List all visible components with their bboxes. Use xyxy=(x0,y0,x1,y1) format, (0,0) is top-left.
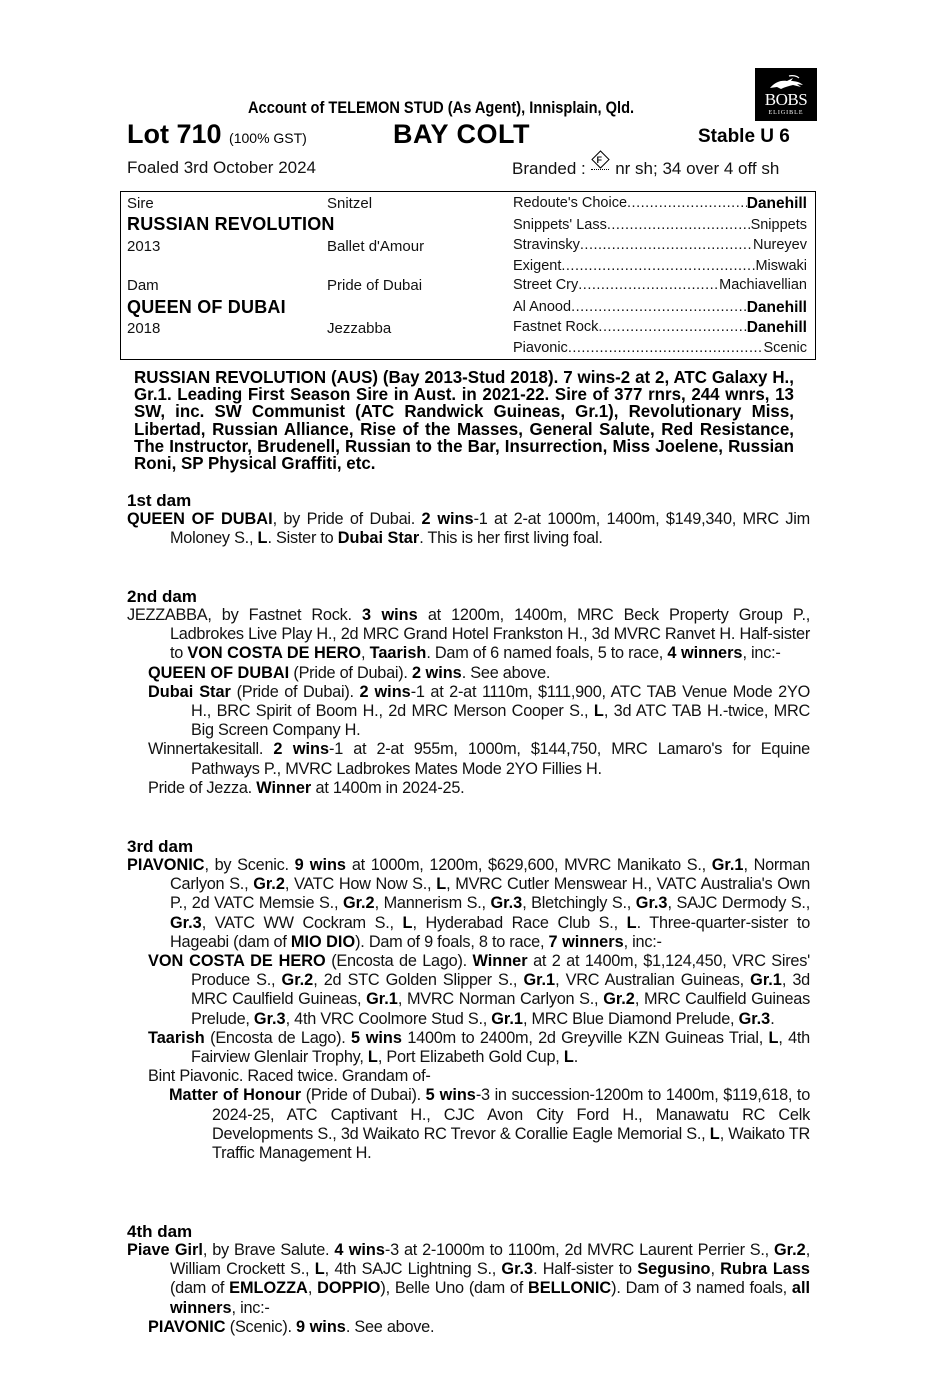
bold-text: L xyxy=(768,1028,779,1047)
bold-text: Gr.1 xyxy=(366,990,398,1009)
text: , xyxy=(307,1279,318,1298)
text: Winnertakesitall. xyxy=(148,740,274,759)
gg-sire: Al Anood xyxy=(513,299,572,315)
sire-name: RUSSIAN REVOLUTION xyxy=(127,214,335,234)
great-grandparent-row xyxy=(513,319,807,337)
bold-text: Winner xyxy=(472,952,528,971)
bold-text: 9 wins xyxy=(296,1317,346,1336)
dam-label: Dam xyxy=(127,277,159,294)
first-dam-section xyxy=(127,491,810,548)
text: -1 at 2-at 1000m, 1400m, $149,340, MRC Jim Moloney S., xyxy=(170,510,810,548)
bold-text: Gr.3 xyxy=(738,1009,771,1028)
text: , MRC Caulfield Guineas Prelude, xyxy=(191,990,811,1028)
bold-text: 5 wins xyxy=(350,1028,402,1047)
text: , by Pride of Dubai. xyxy=(272,510,422,528)
sire-sire: Snitzel xyxy=(327,195,373,212)
stable-location: Stable U 6 xyxy=(698,126,790,147)
logo-text-eligible: ELIGIBLE xyxy=(768,110,804,116)
bold-text: Segusino xyxy=(637,1260,711,1279)
great-grandparent-row xyxy=(513,237,807,253)
bold-text: 5 wins xyxy=(425,1086,476,1105)
section-body xyxy=(127,856,810,1163)
text: . See above. xyxy=(461,663,551,682)
text: , Waikato TR Traffic Management H. xyxy=(212,1124,810,1163)
section-title: 3rd dam xyxy=(127,837,194,856)
bold-text: Gr.1 xyxy=(523,971,556,990)
bold-text: Gr.3 xyxy=(490,894,523,913)
bold-text: L xyxy=(367,1048,378,1067)
text: . xyxy=(770,1009,775,1028)
text: . This is her first living foal. xyxy=(419,529,603,548)
bold-text: Gr.1 xyxy=(750,971,782,990)
text: , 4th VRC Coolmore Stud S., xyxy=(285,1009,492,1028)
bold-text: L xyxy=(314,1260,325,1279)
text: , 4th Fairview Glenlair Trophy, xyxy=(191,1028,810,1067)
section-title: 2nd dam xyxy=(127,587,197,606)
sire-dam: Ballet d'Amour xyxy=(327,238,425,255)
text: at 1400m in 2024-25. xyxy=(311,778,465,797)
text: , inc:- xyxy=(623,932,662,951)
gst-note: (100% GST) xyxy=(229,130,307,146)
vendor-account: Account of TELEMON STUD (As Agent), Innisplain, Qld. xyxy=(248,98,635,117)
text: . See above. xyxy=(345,1317,435,1336)
text: , Bletchingly S., xyxy=(522,894,636,913)
text: 1400m to 2400m, 2d Greyville KZN Guineas Trial, xyxy=(401,1028,769,1047)
great-grandparent-row xyxy=(513,217,807,233)
bold-text: Winner xyxy=(256,778,312,797)
bold-text: Gr.1 xyxy=(711,856,744,874)
great-grandparent-row xyxy=(513,258,807,274)
text: (Pride of Dubai). xyxy=(301,1086,426,1105)
gg-damsire: Danehill xyxy=(746,195,807,212)
text: . Half-sister to xyxy=(533,1260,638,1279)
text: . xyxy=(573,1048,579,1067)
text: (dam of xyxy=(170,1279,230,1298)
fourth-dam-section xyxy=(127,1222,810,1337)
pedigree-entry xyxy=(127,952,810,1029)
pedigree-entry xyxy=(127,664,810,683)
gg-sire: Exigent xyxy=(513,258,562,274)
gg-sire: Street Cry xyxy=(513,277,579,293)
bold-text: Dubai Star xyxy=(148,682,231,701)
pedigree-entry xyxy=(127,1086,810,1163)
bold-text: EMLOZZA xyxy=(229,1279,308,1298)
lot-number xyxy=(127,119,307,150)
bold-text: PIAVONIC xyxy=(127,856,205,874)
horse-description: BAY COLT xyxy=(393,119,531,149)
section-title: 1st dam xyxy=(127,491,192,510)
text: -3 in succession-1200m to 1400m, $119,618, to 2024-25, ATC Captivant H., CJC Avon City Ford H., Manawatu RC Celk Developments S., 3d Waikato RC Trevor & Corallie Eagle Memorial S., xyxy=(212,1086,811,1143)
bold-text: L xyxy=(436,875,447,894)
bold-text: Gr.3 xyxy=(501,1260,534,1279)
second-dam-section xyxy=(127,587,810,798)
bold-text: 7 winners xyxy=(548,932,624,951)
bold-text: Taarish xyxy=(148,1028,205,1047)
bold-text: Piave Girl xyxy=(127,1241,203,1259)
pedigree-entry xyxy=(127,683,810,741)
bold-text: VON COSTA DE HERO xyxy=(148,952,326,971)
bold-text: Gr.1 xyxy=(491,1009,523,1028)
text: -1 at 2-at 955m, 1000m, $144,750, MRC Lamaro's for Equine Pathways P., MVRC Ladbrokes Mates Mode 2YO Fillies H. xyxy=(191,740,810,778)
pedigree-entry xyxy=(127,1318,810,1337)
great-grandparent-row xyxy=(513,277,807,293)
gg-damsire: Danehill xyxy=(746,299,807,316)
bold-text: 9 wins xyxy=(294,856,346,874)
bold-text: 3 wins xyxy=(361,606,418,624)
gg-damsire: Miswaki xyxy=(755,258,807,274)
bold-text: Gr.3 xyxy=(170,913,202,932)
brand-letter: F xyxy=(596,155,602,165)
text: , inc:- xyxy=(742,644,781,663)
bold-text: L xyxy=(709,1124,720,1143)
bold-text: MIO DIO xyxy=(290,932,356,951)
bold-text: Gr.3 xyxy=(635,894,668,913)
text: , VATC WW Cockram S., xyxy=(201,913,403,932)
gg-sire: Redoute's Choice xyxy=(513,195,628,211)
text: Pride of Jezza. xyxy=(148,778,257,797)
bold-text: 2 wins xyxy=(359,682,411,701)
pedigree-entry xyxy=(127,510,810,548)
gg-sire: Piavonic xyxy=(513,340,568,356)
text: , SAJC Dermody S., xyxy=(667,894,810,913)
gg-damsire: Snippets xyxy=(750,217,807,233)
text: . Three-quarter-sister to Hageabi (dam of xyxy=(170,913,810,951)
bold-text: L xyxy=(257,529,268,548)
bold-text: all winners xyxy=(170,1279,810,1317)
text: , MVRC Cutler Menswear H., VATC Australia's Own P., 2d VATC Memsie S., xyxy=(170,875,811,913)
section-body xyxy=(127,1241,810,1337)
third-dam-section xyxy=(127,837,810,1163)
lot-label: Lot 710 xyxy=(127,119,222,149)
text: Bint Piavonic. Raced twice. Grandam of- xyxy=(148,1067,431,1086)
text: ). Dam of 3 named foals, xyxy=(611,1279,792,1298)
text: -3 at 2-1000m to 1100m, 2d MVRC Laurent Perrier S., xyxy=(384,1241,775,1259)
pedigree-entry xyxy=(127,1067,810,1086)
gg-sire: Stravinsky xyxy=(513,237,580,253)
gg-sire: Fastnet Rock xyxy=(513,319,599,335)
section-body xyxy=(127,606,810,798)
dam-dam: Jezzabba xyxy=(327,320,392,337)
text: , by Scenic. xyxy=(204,856,295,874)
great-grandparent-row xyxy=(513,340,807,356)
bold-text: 2 wins xyxy=(421,510,474,528)
bold-text: 2 wins xyxy=(411,663,462,682)
text: , xyxy=(710,1260,721,1279)
pedigree-table xyxy=(120,191,816,360)
text: , 3d MRC Caulfield Guineas, xyxy=(191,971,810,1009)
bold-text: Gr.3 xyxy=(253,1009,286,1028)
bold-text: Gr.2 xyxy=(281,971,314,990)
text: . Dam of 6 named foals, 5 to race, xyxy=(426,644,668,663)
text: (Pride of Dubai). xyxy=(289,663,412,682)
text: (Pride of Dubai). xyxy=(230,682,360,701)
bold-text: 4 wins xyxy=(334,1241,385,1259)
bold-text: DOPPIO xyxy=(317,1279,381,1298)
text: at 1000m, 1200m, $629,600, MVRC Manikato S., xyxy=(345,856,712,874)
bold-text: Gr.2 xyxy=(774,1241,806,1259)
bold-text: QUEEN OF DUBAI xyxy=(127,510,273,528)
great-grandparent-row xyxy=(513,299,807,317)
text: , 3d ATC TAB H.-twice, MRC Big Screen Company H. xyxy=(191,702,810,740)
section-title: 4th dam xyxy=(127,1222,193,1241)
brand-description xyxy=(512,155,780,179)
great-grandparent-row xyxy=(513,195,807,213)
pedigree-entry xyxy=(127,606,810,664)
bold-text: QUEEN OF DUBAI xyxy=(148,663,290,682)
bold-text: 2 wins xyxy=(273,740,330,759)
text: , Port Elizabeth Gold Cup, xyxy=(377,1048,564,1067)
text: , MVRC Norman Carlyon S., xyxy=(397,990,604,1009)
branded-text: nr sh; 34 over 4 off sh xyxy=(615,159,780,178)
bold-text: Gr.2 xyxy=(342,894,375,913)
text: JEZZABBA, by Fastnet Rock. xyxy=(127,606,362,624)
bold-text: L xyxy=(626,913,637,932)
bold-text: Taarish xyxy=(369,644,427,663)
text: ). Dam of 9 foals, 8 to race, xyxy=(355,932,549,951)
text: , Hyderabad Race Club S., xyxy=(412,913,627,932)
text: , Norman Carlyon S., xyxy=(170,856,810,894)
gg-damsire: Scenic xyxy=(763,340,807,356)
bold-text: Matter of Honour xyxy=(169,1086,302,1105)
text: , VATC How Now S., xyxy=(284,875,437,894)
text: , inc:- xyxy=(231,1298,270,1317)
dam-sire: Pride of Dubai xyxy=(327,277,423,294)
text: (Encosta de Lago). xyxy=(204,1028,351,1047)
bold-text: Rubra Lass xyxy=(720,1260,810,1279)
text: , by Brave Salute. xyxy=(202,1241,335,1259)
text: , xyxy=(361,644,370,663)
bold-text: L xyxy=(402,913,413,932)
section-body xyxy=(127,510,810,548)
bold-text: Gr.2 xyxy=(603,990,635,1009)
bobs-eligible-logo xyxy=(755,68,817,121)
bold-text: Gr.2 xyxy=(253,875,285,894)
bold-text: VON COSTA DE HERO xyxy=(187,644,362,663)
bold-text: PIAVONIC xyxy=(148,1317,226,1336)
logo-text-bobs: BOBS xyxy=(764,90,808,109)
gg-damsire: Nureyev xyxy=(753,237,807,253)
branded-label: Branded : xyxy=(512,159,586,178)
bold-text: Dubai Star xyxy=(337,529,420,548)
text: , MRC Blue Diamond Prelude, xyxy=(522,1009,739,1028)
dam-year: 2018 xyxy=(127,320,161,337)
text: (Encosta de Lago). xyxy=(325,952,473,971)
text: , VRC Australian Guineas, xyxy=(555,971,751,990)
brand-diamond-icon xyxy=(590,155,610,176)
pedigree-entry xyxy=(127,779,810,798)
bold-text: 4 winners xyxy=(667,644,743,663)
pedigree-entry xyxy=(127,740,810,778)
text: , William Crockett S., xyxy=(170,1241,810,1279)
text: (Scenic). xyxy=(225,1317,297,1336)
text: at 2 at 1400m, $1,124,450, VRC Sires' Produce S., xyxy=(191,952,810,990)
sire-summary: RUSSIAN REVOLUTION (AUS) (Bay 2013-Stud 2018). 7 wins-2 at 2, ATC Galaxy H., Gr.1. Leading First Season Sire in Aust. in 2021-22. Sire of 377 rnrs, 244 wnrs, 13 SW, inc. SW Communist (ATC Randwick Guineas, Gr.1), Revolutionary Miss, Libertad, Russian Alliance, Rise of the Masses, General Salute, Red Resistance, The Instructor, Brudenell, Russian to the Bar, Insurrection, Miss Joelene, Russian Roni, SP Physical Graffiti, etc. xyxy=(134,367,794,474)
text: -1 at 2-at 1110m, $111,900, ATC TAB Venue Mode 2YO H., BRC Spirit of Boom H., 2d MRC Merson Cooper S., xyxy=(191,682,810,721)
pedigree-entry xyxy=(127,1241,810,1318)
text: ), Belle Uno (dam of xyxy=(380,1279,528,1298)
pedigree-entry xyxy=(127,1029,810,1067)
gg-sire: Snippets' Lass xyxy=(513,217,607,233)
bold-text: L xyxy=(563,1048,574,1067)
text: , Mannerism S., xyxy=(374,894,491,913)
text: at 1200m, 1400m, MRC Beck Property Group P., Ladbrokes Live Play H., 2d MRC Grand Hotel Frankston H., 3d MVRC Ranvet H. Half-sister to xyxy=(170,606,810,663)
text: , 2d STC Golden Slipper S., xyxy=(313,971,524,990)
foaled-date: Foaled 3rd October 2024 xyxy=(127,158,317,177)
sire-label: Sire xyxy=(127,195,154,212)
gg-damsire: Danehill xyxy=(746,319,807,336)
bold-text: L xyxy=(593,702,604,721)
sire-year: 2013 xyxy=(127,238,161,255)
dam-name: QUEEN OF DUBAI xyxy=(127,297,286,317)
gg-damsire: Machiavellian xyxy=(719,277,807,293)
text: , 4th SAJC Lightning S., xyxy=(324,1260,502,1279)
pedigree-entry xyxy=(127,856,810,952)
bold-text: BELLONIC xyxy=(527,1279,612,1298)
text: . Sister to xyxy=(267,529,338,548)
